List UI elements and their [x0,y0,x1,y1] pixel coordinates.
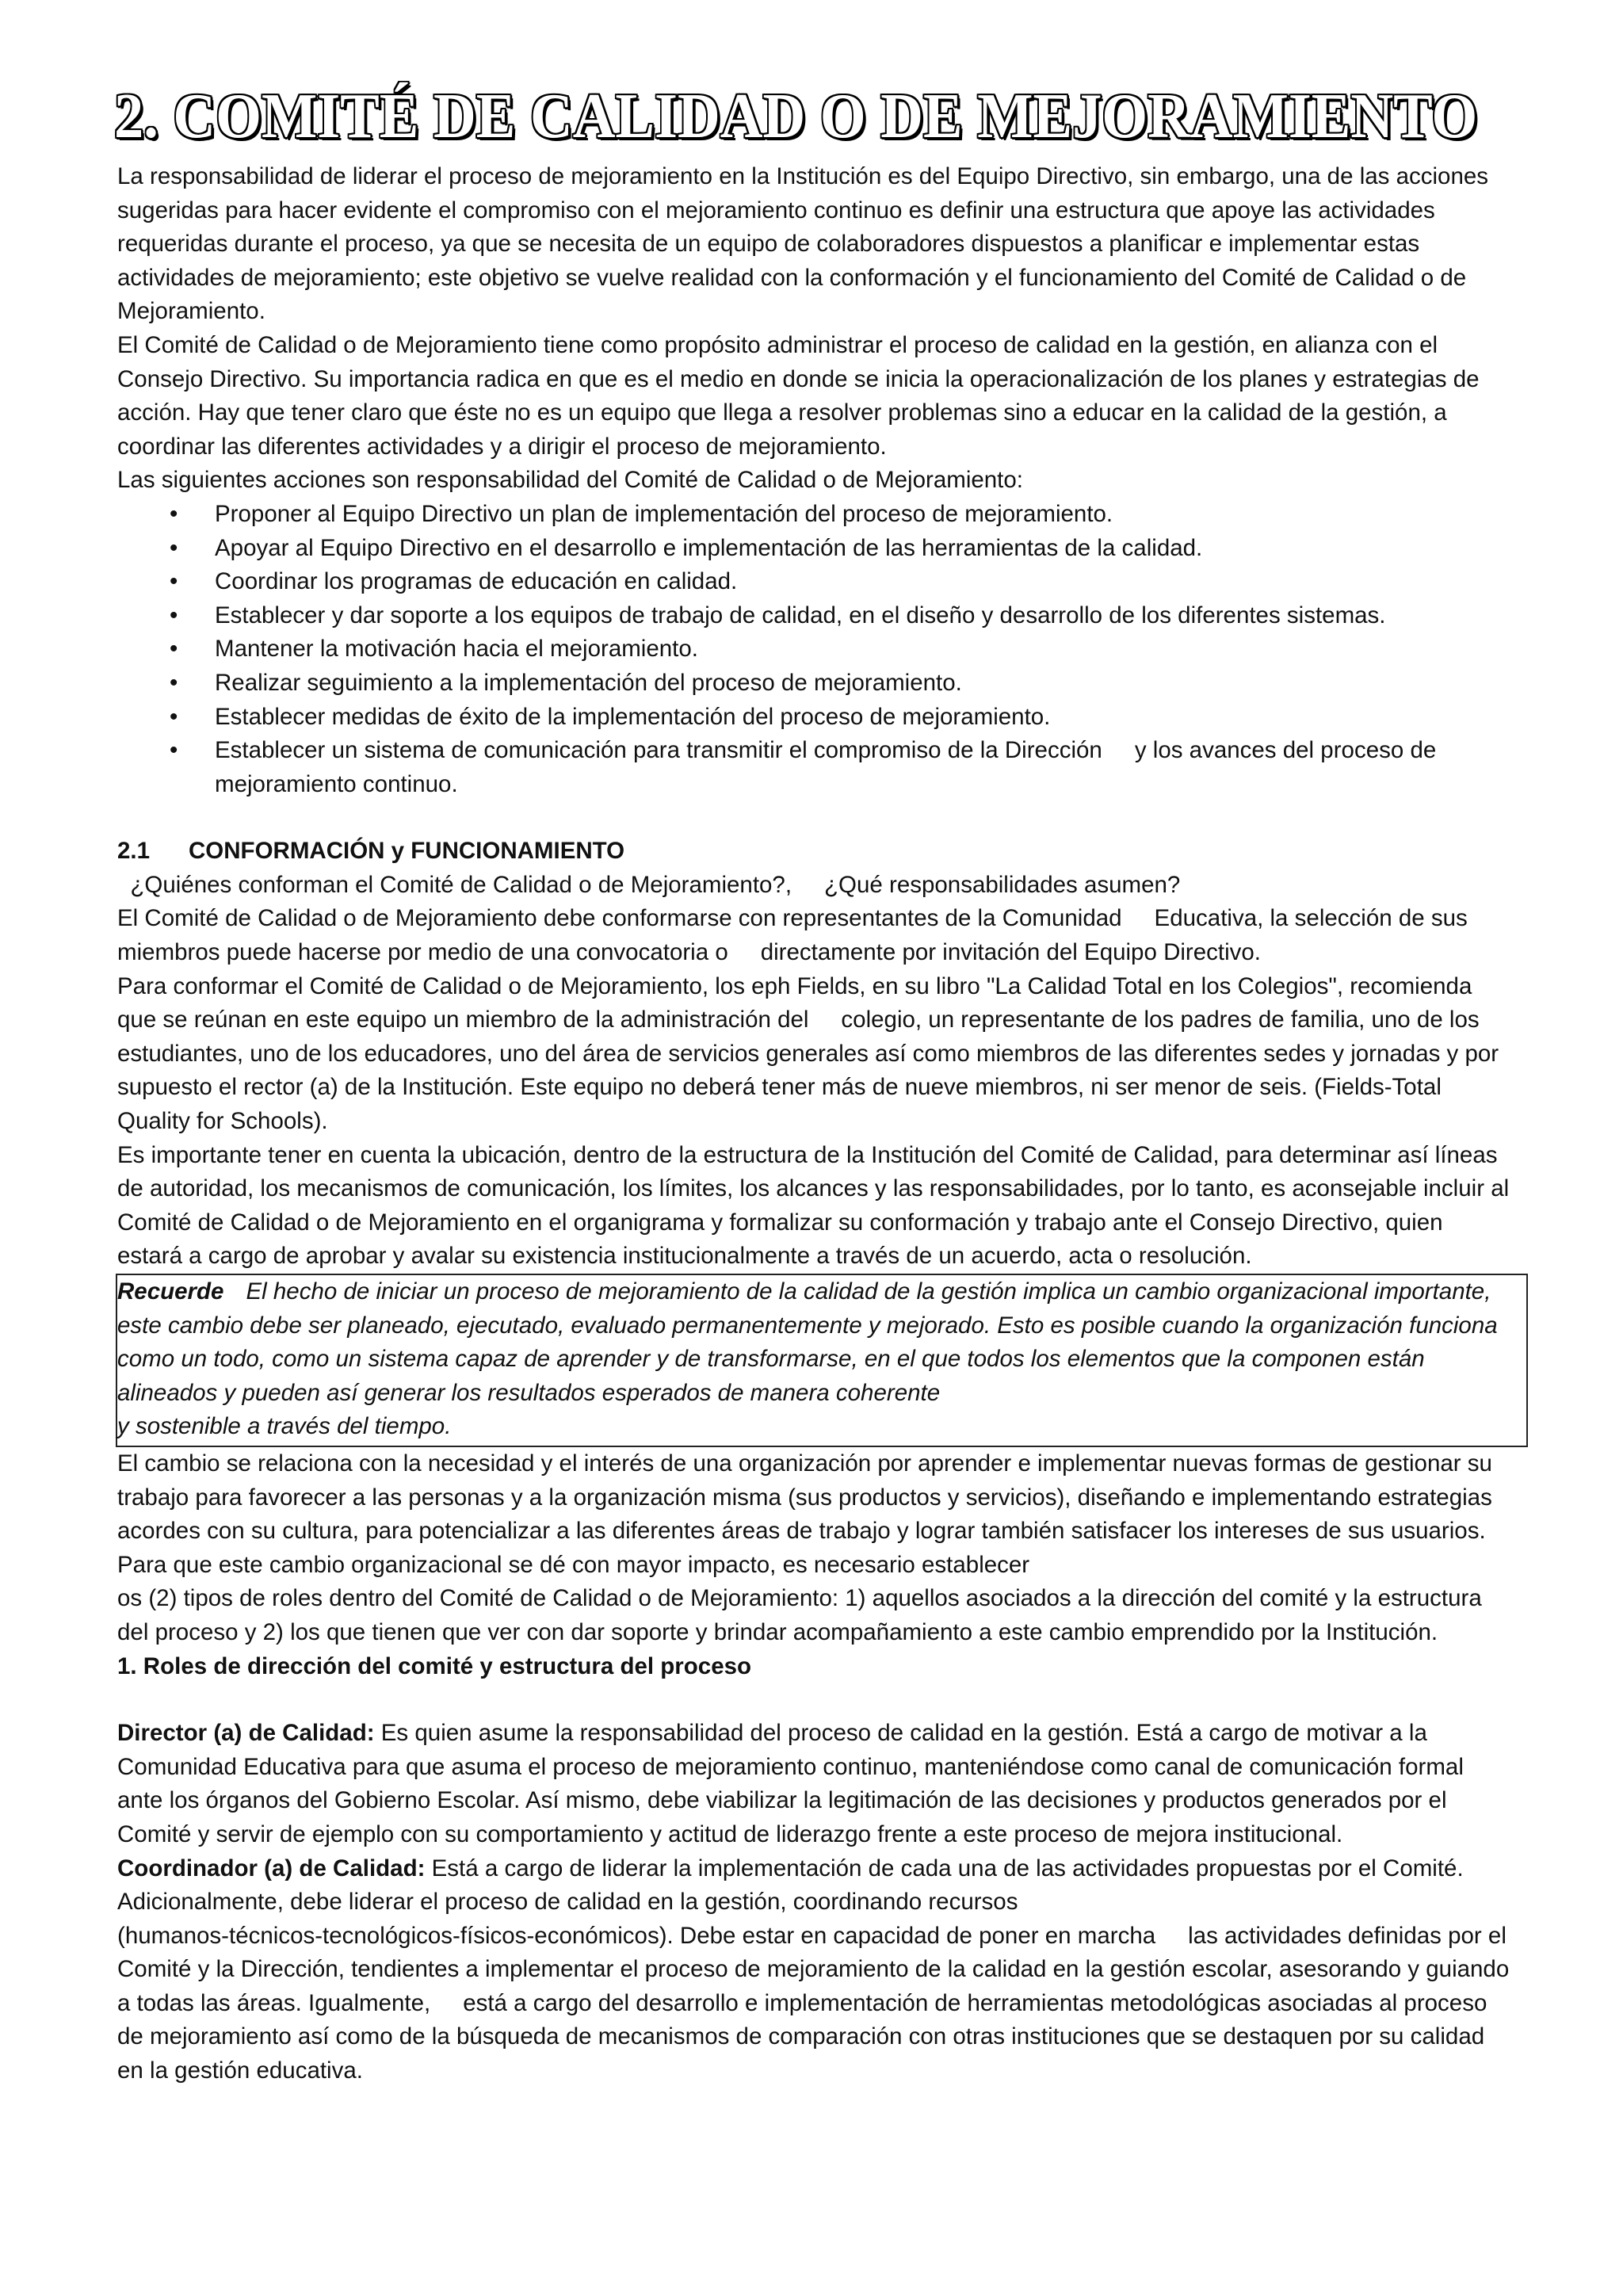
responsibilities-list [117,498,1512,801]
list-item-text: Coordinar los programas de educación en calidad. [215,568,738,595]
bullet-icon: • [170,669,178,696]
list-item [117,701,1512,735]
section-paragraph-3: Es importante tener en cuenta la ubicación, dentro de la estructura de la Institución del Comité de Calidad, para determinar así líneas de autoridad, los mecanismos de comunicación, los límites, los alcances y las responsabilidades, por lo tanto, es aconsejable incluir al Comité de Calidad o de Mejoramiento en el organigrama y formalizar su conformación y trabajo ante el Consejo Directivo, quien estará a cargo de aprobar y avalar su existencia institucionalmente a través de un acuerdo, acta o resolución. [117,1141,1510,1270]
section-paragraph-1: El Comité de Calidad o de Mejoramiento debe conformarse con representantes de la Comunidad Educativa, la selección de sus miembros puede hacerse por medio de una convocatoria o directamente por invitación del Equipo Directivo. [117,905,1474,966]
bullet-icon: • [170,636,178,663]
list-item-text: Proponer al Equipo Directivo un plan de implementación del proceso de mejoramiento. [215,500,1113,527]
section-heading [117,835,1512,869]
bullet-icon: • [170,568,178,595]
callout-text: El hecho de iniciar un proceso de mejoramiento de la calidad de la gestión implica un cambio organizacional importante, este cambio debe ser planeado, ejecutado, evaluado permanentemente y mejorado. Esto es posible cuando la organización funciona como un todo, como un sistema capaz de aprender y de transformarse, en el que todos los elementos que la componen están alineados y pueden así generar los resultados esperados de manera coherente [117,1278,1498,1406]
page-title: 2. COMITÉ DE CALIDAD O DE MEJORAMIENTO [114,82,1478,151]
section-question: ¿Quiénes conforman el Comité de Calidad o de Mejoramiento?, ¿Qué responsabilidades asumen? [117,871,1181,898]
list-item [117,532,1512,566]
section-title: CONFORMACIÓN y FUNCIONAMIENTO [189,838,625,865]
document-page [114,79,1516,2088]
bullet-icon: • [170,534,178,561]
bullet-icon: • [170,703,178,730]
bullet-icon: • [170,602,178,628]
change-paragraph-1: El cambio se relaciona con la necesidad y el interés de una organización por aprender e implementar nuevas formas de gestionar su trabajo para favorecer a las personas y a la organización misma (sus productos y servicios), diseñando e implementando estrategias acordes con su cultura, para potencializar a las diferentes áreas de trabajo y lograr también satisfacer los intereses de sus usuarios. Para que este cambio organizacional se dé con mayor impacto, es necesario establecer [117,1450,1492,1578]
callout-text-end: y sostenible a través del tiempo. [117,1413,452,1440]
coordinator-text: Está a cargo de liderar la implementación de cada una de las actividades propuestas por el Comité. Adicionalmente, debe liderar el proceso de calidad en la gestión, coordinando recursos [117,1855,1464,1916]
intro-paragraph-3: Las siguientes acciones son responsabilidad del Comité de Calidad o de Mejoramiento: [117,467,1023,494]
section-paragraph-2: Para conformar el Comité de Calidad o de Mejoramiento, los eph Fields, en su libro "La Calidad Total en los Colegios", recomienda que se reúnan en este equipo un miembro de la administración del colegio, un representante de los padres de familia, uno de los estudiantes, uno de los educadores, uno del área de servicios generales así como miembros de las diferentes sedes y jornadas y por supuesto el rector (a) de la Institución. Este equipo no deberá tener más de nueve miembros, ni ser menor de seis. (Fields-Total Quality for Schools). [117,972,1506,1135]
director-label: Director (a) de Calidad: [117,1720,375,1747]
bullet-icon: • [170,737,178,764]
change-paragraph-2: os (2) tipos de roles dentro del Comité de Calidad o de Mejoramiento: 1) aquellos asociados a la dirección del comité y la estructura del proceso y 2) los que tienen que ver con dar soporte y brindar acompañamiento a este cambio emprendido por la Institución. [117,1585,1482,1645]
section-number: 2.1 [117,838,151,865]
list-item [117,498,1512,532]
spacer [117,801,1512,835]
intro-paragraph-2: El Comité de Calidad o de Mejoramiento tiene como propósito administrar el proceso de calidad en la gestión, en alianza con el Consejo Directivo. Su importancia radica en que es el medio en donde se inicia la operacionalización de los planes y estrategias de acción. Hay que tener claro que éste no es un equipo que llega a resolver problemas sino a educar en la calidad de la gestión, a coordinar las diferentes actividades y a dirigir el proceso de mejoramiento. [117,331,1480,460]
bullet-icon: • [170,500,178,527]
reminder-callout [116,1274,1528,1447]
list-item-text: Establecer un sistema de comunicación para transmitir el compromiso de la Dirección y los avances del proceso de mejoramiento continuo. [215,737,1443,797]
coordinator-label: Coordinador (a) de Calidad: [117,1855,426,1881]
list-item-text: Apoyar al Equipo Directivo en el desarrollo e implementación de las herramientas de la calidad. [215,534,1203,561]
roles-heading: 1. Roles de dirección del comité y estructura del proceso [117,1652,752,1679]
list-item [117,734,1512,801]
list-item [117,599,1512,633]
spacer [117,1683,1512,1717]
intro-paragraph-1: La responsabilidad de liderar el proceso de mejoramiento en la Institución es del Equipo Directivo, sin embargo, una de las acciones sugeridas para hacer evidente el compromiso con el mejoramiento continuo es definir una estructura que apoye las actividades requeridas durante el proceso, ya que se necesita de un equipo de colaboradores dispuestos a planificar e implementar estas actividades de mejoramiento; este objetivo se vuelve realidad con la conformación y el funcionamiento del Comité de Calidad o de Mejoramiento. [117,163,1489,325]
coordinator-paragraph [117,1852,1516,2088]
director-text: Es quien asume la responsabilidad del proceso de calidad en la gestión. Está a cargo de motivar a la Comunidad Educativa para que asuma el proceso de mejoramiento continuo, manteniéndose como canal de comunicación formal ante los órganos del Gobierno Escolar. Así mismo, debe viabilizar la legitimación de las decisiones y productos generados por el Comité y servir de ejemplo con su comportamiento y actitud de liderazgo frente a este proceso de mejora institucional. [117,1720,1464,1847]
list-item [117,667,1512,701]
coordinator-text-2: (humanos-técnicos-tecnológicos-físicos-económicos). Debe estar en capacidad de poner en marcha las actividades definidas por el Comité y la Dirección, tendientes a implementar el proceso de mejoramiento de la calidad en la gestión escolar, asesorando y guiando a todas las áreas. Igualmente, está a cargo del desarrollo e implementación de herramientas metodológicas asociadas al proceso de mejoramiento así como de la búsqueda de mecanismos de comparación con otras instituciones que se destaquen por su calidad en la gestión educativa. [117,1922,1516,2084]
list-item [117,565,1512,599]
list-item-text: Realizar seguimiento a la implementación del proceso de mejoramiento. [215,669,962,696]
list-item-text: Establecer medidas de éxito de la implementación del proceso de mejoramiento. [215,703,1051,730]
list-item-text: Establecer y dar soporte a los equipos de trabajo de calidad, en el diseño y desarrollo de los diferentes sistemas. [215,602,1386,628]
director-paragraph [117,1717,1512,1851]
callout-lead: Recuerde [117,1278,224,1305]
list-item [117,632,1512,667]
list-item-text: Mantener la motivación hacia el mejoramiento. [215,636,698,663]
